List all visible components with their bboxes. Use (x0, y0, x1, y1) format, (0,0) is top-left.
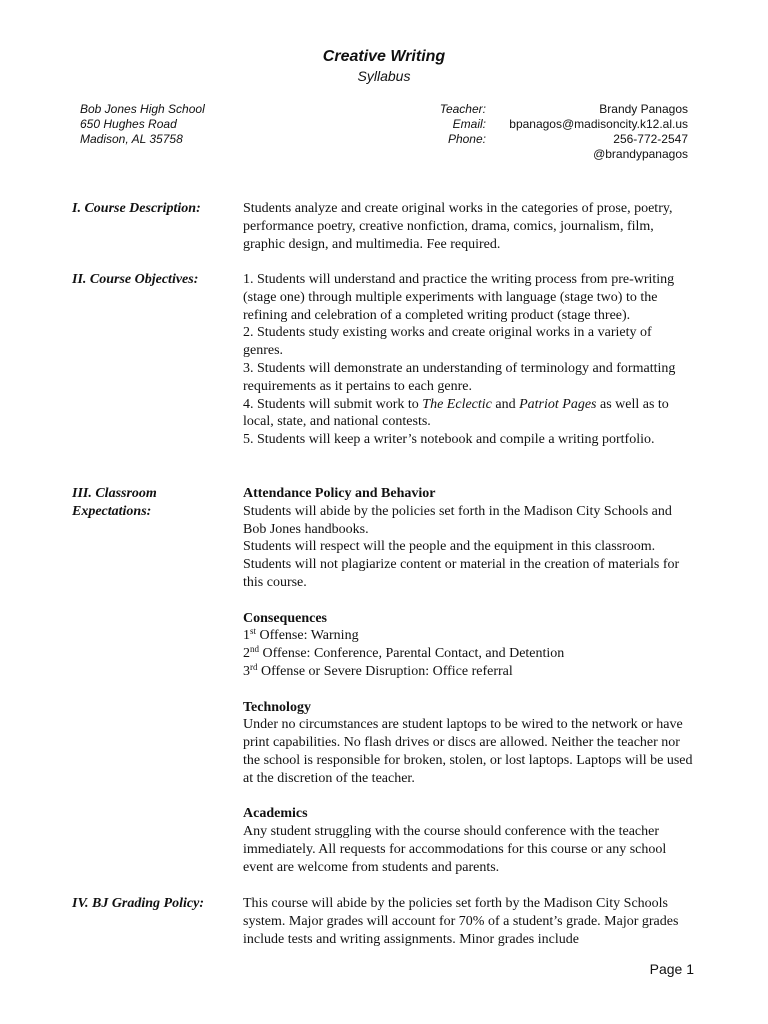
teacher-label: Teacher: (439, 102, 486, 116)
publication-patriot-pages: Patriot Pages (519, 396, 597, 412)
objective-item: 3. Students will demonstrate an understanding of terminology and formatting requirements as it pertains to each genre. (243, 360, 676, 394)
objective-item: 1. Students will understand and practice the writing process from pre-writing (stage one) through multiple experiments with language (stage two) to the refining and celebration of a completed writing product (stage three). (243, 272, 675, 323)
section-body (243, 271, 693, 449)
technology-text: Under no circumstances are student laptops to be wired to the network or have print capabilities. No flash drives or discs are allowed. Neither the teacher nor the school is responsible for broken, stolen, or lost laptops. Laptops will be used at the discretion of the teacher. (243, 717, 693, 786)
contact-labels (388, 102, 486, 147)
consequence-item (243, 627, 693, 645)
document-subtitle: Syllabus (357, 68, 411, 84)
section-label-line: Expectations: (72, 503, 152, 519)
offense-number: 3 (243, 663, 250, 679)
offense-ordinal: rd (250, 661, 258, 672)
section-body (243, 895, 693, 948)
offense-number: 1 (243, 628, 250, 644)
consequence-item (243, 663, 693, 681)
offense-text: Offense: Warning (256, 628, 359, 644)
document-title: Creative Writing (322, 48, 446, 65)
spacer (243, 592, 693, 610)
school-city: Madison, AL 35758 (80, 132, 183, 146)
objective-item: 2. Students study existing works and create original works in a variety of genres. (243, 325, 652, 359)
offense-text: Offense: Conference, Parental Contact, and Detention (259, 646, 565, 662)
attendance-heading: Attendance Policy and Behavior (243, 486, 436, 501)
contact-values (490, 102, 688, 162)
section-label: II. Course Objectives: (72, 272, 199, 287)
section-body (243, 485, 693, 877)
consequence-item (243, 645, 693, 663)
section-body (243, 200, 693, 253)
phone-label: Phone: (447, 132, 486, 146)
objective-4-middle: and (491, 396, 520, 412)
spacer (243, 681, 693, 699)
school-address-block (80, 102, 205, 147)
attendance-line: Students will respect will the people and the equipment in this classroom. (243, 539, 656, 555)
consequences-heading: Consequences (243, 610, 328, 626)
school-street: 650 Hughes Road (80, 117, 177, 131)
page-number: Page 1 (649, 961, 694, 977)
spacer (243, 788, 693, 806)
course-description-text: Students analyze and create original works in the categories of prose, poetry, performance poetry, creative nonfiction, drama, comics, journalism, film, graphic design, and multimedia. Fee required. (243, 201, 673, 252)
technology-heading: Technology (243, 699, 311, 715)
offense-text: Offense or Severe Disruption: Office referral (257, 663, 513, 679)
teacher-email: bpanagos@madisoncity.k12.al.us (509, 117, 688, 131)
academics-heading: Academics (243, 806, 308, 822)
publication-eclectic: The Eclectic (422, 396, 492, 412)
grading-policy-text: This course will abide by the policies set forth by the Madison City Schools system. Major grades will account for 70% of a student’s grade. Major grades include tests and writing assignments. Minor grades include (243, 896, 679, 947)
objective-4-end: as well as to local, state, and national contests. (243, 396, 669, 430)
academics-text: Any student struggling with the course should conference with the teacher immediately. All requests for accommodations for this course or any school event are welcome from students and parents. (243, 824, 667, 875)
section-label (72, 485, 232, 521)
section-label: I. Course Description: (72, 201, 201, 216)
offense-number: 2 (243, 646, 250, 662)
objective-item (243, 396, 693, 432)
attendance-line: Students will abide by the policies set forth in the Madison City Schools and Bob Jones handbooks. (243, 503, 672, 537)
school-name: Bob Jones High School (80, 102, 205, 116)
teacher-name: Brandy Panagos (599, 102, 688, 116)
email-label: Email: (452, 117, 486, 131)
section-label-line: III. Classroom (72, 486, 157, 501)
teacher-phone: 256-772-2547 (613, 132, 688, 146)
section-label: IV. BJ Grading Policy: (72, 896, 204, 911)
objective-item: 5. Students will keep a writer’s notebook and compile a writing portfolio. (243, 432, 655, 448)
offense-ordinal: st (250, 626, 257, 637)
offense-ordinal: nd (250, 644, 259, 655)
objective-4-start: 4. Students will submit work to (243, 396, 423, 412)
attendance-line: Students will not plagiarize content or material in the creation of materials for this course. (243, 557, 680, 590)
teacher-twitter: @brandypanagos (593, 147, 688, 161)
